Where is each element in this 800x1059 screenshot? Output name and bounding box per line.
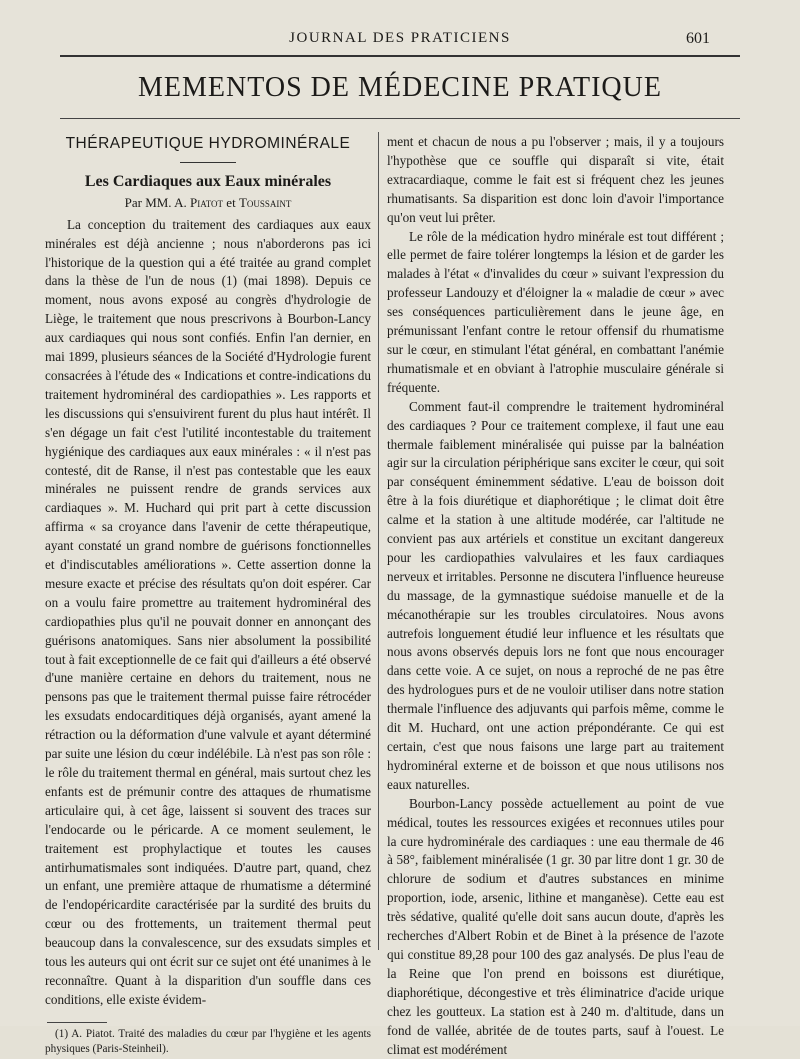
paragraph: ment et chacun de nous a pu l'observer ; mais, il y a toujours l'hypothèse que ce souffle qui disparaît si vite, était extracardiaque, comme le fait est si fréquent chez les jeunes rhumatisants. Sa disparition est donc loin d'avoir l'importance qu'on veut lui prêter. bbox=[387, 134, 724, 225]
running-head bbox=[0, 30, 800, 52]
article-title: Les Cardiaques aux Eaux minérales bbox=[84, 172, 332, 190]
journal-name: JOURNAL DES PRATICIENS bbox=[289, 30, 511, 46]
main-title: MEMENTOS DE MÉDECINE PRATIQUE bbox=[138, 72, 662, 103]
header-rule bbox=[60, 55, 740, 57]
paragraph: Bourbon-Lancy possède actuellement au point de vue médical, toutes les ressources exigées et reconnues utiles pour la cure hydrominérale des cardiaques : une eau thermale de 46 à 58°, faiblement minéralisée (1 gr. 30 par litre dont 1 gr. 30 de chlorure de sodium et d'autres substances en minime proportion, iode, arsenic, lithine et manganèse). Cette eau est très sédative, qualité qu'elle doit sans aucun doute, d'après les recherches d'Albert Robin et de Binet à la présence de l'azote qui constitue 89,28 pour 100 des gaz analysés. De plus l'eau de la Reine que l'on prend en boissons est diurétique, diaphorétique, décongestive et très éliminatrice d'acide urique chez les goutteux. La station est à 240 m. d'altitude, dans un fond de vallée, abritée de de toutes parts, sauf à l'ouest. Le climat est modérément bbox=[387, 795, 724, 1057]
column-divider bbox=[378, 132, 379, 950]
section-title: THÉRAPEUTIQUE HYDROMINÉRALE bbox=[65, 135, 351, 152]
section-divider bbox=[180, 162, 236, 163]
footnote-rule bbox=[47, 1022, 107, 1023]
left-column bbox=[45, 130, 371, 1057]
title-rule bbox=[60, 118, 740, 119]
paragraph: La conception du traitement des cardiaques aux eaux minérales est déjà ancienne ; nous n'aborderons pas ici l'historique de la question qui a été traitée au grand complet dans la thèse de l'un de nous (1) (mai 1898). Depuis ce moment, nous avons exposé au congrès d'hydrologie de Liège, le traitement que nous prescrivons à Bourbon-Lancy aux cardiaques qui nous sont confiés. Enfin l'an dernier, en mai 1899, plusieurs séances de la Société d'Hydrologie furent consacrées à l'étude des « Indications et contre-indications du traitement hydrominéral des cardiopathies ». Les rapports et les discussions qui s'ensuivirent furent du plus haut intérêt. Il s'en dégage un fait c'est l'utilité incontestable du traitement hygiénique des cardiaques aux eaux minérales : « il n'est pas contesté, dit de Ranse, il n'est pas contestable que les eaux minérales ne puissent rendre de grands services aux cardiaques ». M. Huchard qui prit part à cette discussion affirma « sa croyance dans l'avenir de cette thérapeutique, ayant constaté un grand nombre de guérisons fonctionnelles et d'indiscutables améliorations ». Cette assertion donne la mesure exacte et précise des résultats qu'on doit espérer. Car on a voulu faire promettre au traitement hydrominéral des cardiopathies plus qu'il ne pouvait donner en annonçant des guérisons anatomiques. Sans nier absolument la possibilité tout à fait exceptionnelle de ce fait qui d'ailleurs a été observé d'une manière certaine en dehors du traitement, nous ne pensons pas que le traitement thermal puisse faire rétrocéder les exsudats endocarditiques déjà organisés, ayant amené la rétraction ou la déformation d'une valvule et ayant déterminé par suite une lésion du cœur indélébile. Là n'est pas son rôle : le rôle du traitement thermal en général, mais surtout chez les enfants est de prémunir contre des attaques de rhumatisme articulaire qui, à cet âge, laissent si souvent des traces sur l'endocarde ou le péricarde. A ce moment seulement, le traitement est prophylactique et toutes les causes antirhumatismales sont indiquées. D'autre part, quand, chez un enfant, une première attaque de rhumatisme a déterminé de l'endopéricardite caractérisée par la surdité des bruits du cœur ou des frottements, un traitement thermal peut beaucoup dans la convalescence, sur des exsudats simples et tous les auteurs qui ont écrit sur ce sujet ont été unanimes à le reconnaître. Quant à la disparition d'un souffle dans ces conditions, elle existe évidem- bbox=[45, 216, 371, 1007]
page-number: 601 bbox=[686, 30, 710, 47]
byline-prefix: Par MM. A. bbox=[124, 194, 190, 210]
footnote: (1) A. Piatot. Traité des maladies du cœur par l'hygiène et les agents physiques (Paris-Steinheil). bbox=[45, 1027, 371, 1055]
paragraph: Comment faut-il comprendre le traitement hydrominéral des cardiaques ? Pour ce traitement complexe, il faut une eau thermale faiblement minéralisée qui puisse par la balnéation agir sur la circulation périphérique sans exciter le cœur, qui soit par conséquent éminemment sédative. L'eau de boisson doit être à la fois diurétique et diaphorétique ; le climat doit être calme et la station à une altitude modérée, car l'altitude ne convient pas aux artériels et constitue un excitant dangereux pour les cardiopathies valvulaires et les faux cardiaques nerveux et irritables. Personne ne discutera l'influence heureuse du massage, de la gymnastique suédoise manuelle et de la mécanothérapie sur les troubles circulatoires. Nous avons autrefois longuement étudié leur influence et les résultats que nous avons observés depuis lors ne font que nous encourager dans cette voie. A ce sujet, on nous a reproché de ne pas être des hydrologues purs et de ne vouloir utiliser dans notre station thermale l'influence des adjuvants qui parfois même, comme le dit M. Huchard, ont une action prépondérante. Ce qui est certain, c'est que nous faisons une large part au traitement hydrominéral externe et de boisson et que nous utilisons nos eaux naturelles. bbox=[387, 398, 724, 792]
author-piatot: Piatot bbox=[189, 194, 224, 210]
byline-mid: et bbox=[223, 194, 239, 210]
right-column bbox=[387, 133, 724, 1059]
author-toussaint: Toussaint bbox=[238, 194, 292, 210]
byline bbox=[45, 194, 371, 213]
paragraph: Le rôle de la médication hydro minérale est tout différent ; elle permet de faire tolérer longtemps la lésion et de garder les malades à l'état « d'invalides du cœur » suivant l'expression du professeur Landouzy et d'éloigner la « maladie de cœur » avec ses conséquences particulièrement dans le jeune âge, en prémunissant l'enfant contre le retour offensif du rhumatisme sur le cœur, en stimulant l'état général, en combattant l'anémie rhumatismale et en obviant à l'atrophie musculaire générale si fréquente. bbox=[387, 228, 724, 395]
